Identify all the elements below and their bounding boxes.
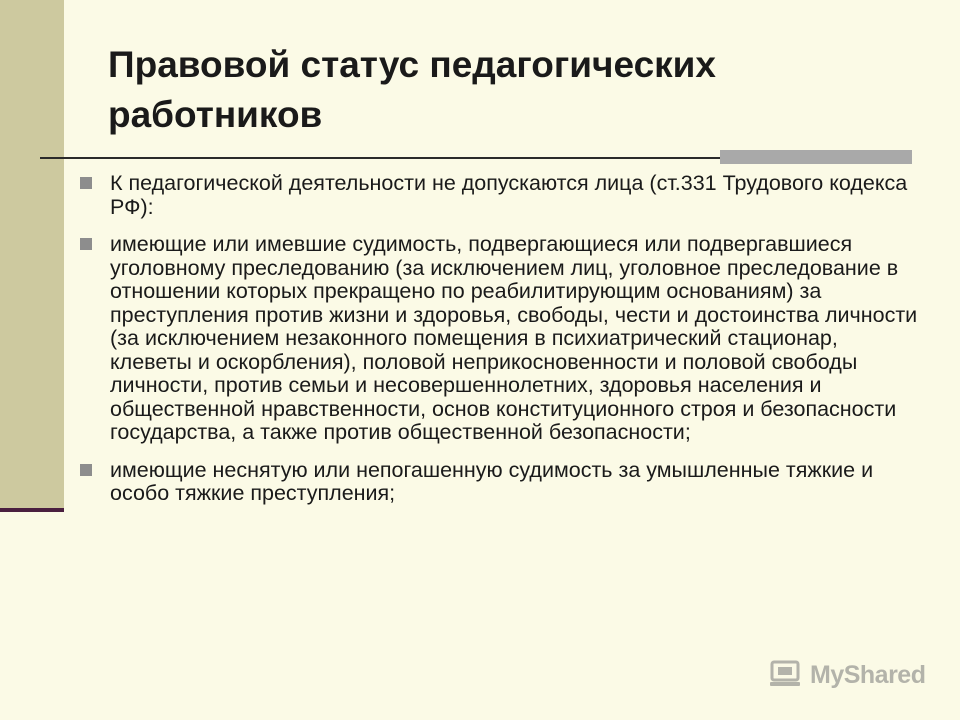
square-bullet-icon xyxy=(80,238,92,250)
list-item xyxy=(78,233,918,445)
square-bullet-icon xyxy=(80,464,92,476)
title-accent-bar xyxy=(720,150,912,164)
myshared-logo-icon xyxy=(768,660,804,690)
list-item xyxy=(78,172,918,219)
slide-title xyxy=(108,40,908,140)
list-item-text: имеющие неснятую или непогашенную судимость за умышленные тяжкие и особо тяжкие преступления; xyxy=(110,457,874,505)
square-bullet-icon xyxy=(80,177,92,189)
title-line-1: Правовой статус педагогических xyxy=(108,44,717,85)
watermark-text: MyShared xyxy=(810,660,926,689)
left-accent-line xyxy=(0,508,64,512)
title-line-2: работников xyxy=(108,94,323,135)
left-decorative-bar xyxy=(0,0,64,508)
list-item xyxy=(78,459,918,506)
list-item-text: К педагогической деятельности не допускаются лица (ст.331 Трудового кодекса РФ): xyxy=(110,171,908,219)
bullet-list xyxy=(78,172,918,520)
watermark xyxy=(768,658,925,692)
list-item-text: имеющие или имевшие судимость, подвергающиеся или подвергавшиеся уголовному преследованию (за исключением лиц, уголовное преследование в отношении которых прекращено по реабилитирующим основаниям) за преступления против жизни и здоровья, свободы, чести и достоинства личности (за исключением незаконного помещения в психиатрический стационар, клеветы и оскорбления), половой неприкосновенности и половой свободы личности, против семьи и несовершеннолетних, здоровья населения и общественной нравственности, основ конституционного строя и безопасности государства, а также против общественной безопасности; xyxy=(110,232,918,444)
